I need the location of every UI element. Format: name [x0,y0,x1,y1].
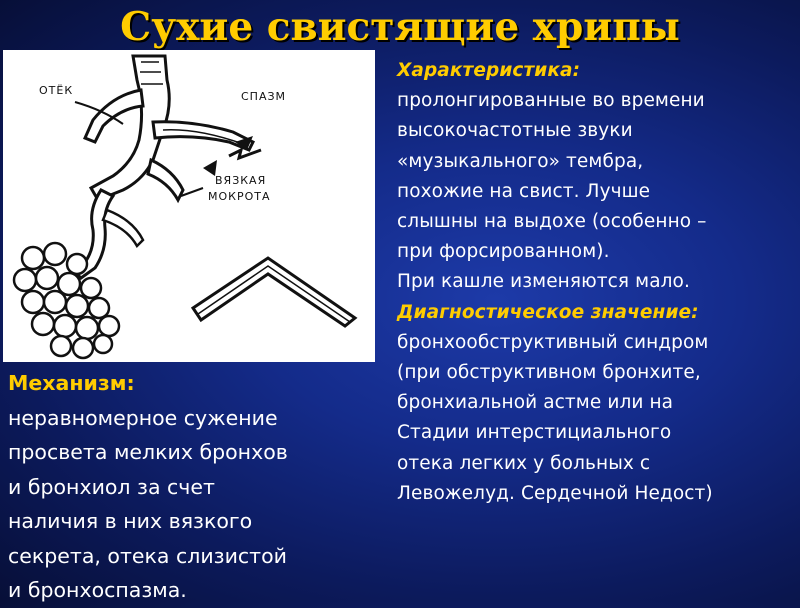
alveoli-cluster [14,243,119,358]
mechanism-line: секрета, отека слизистой [8,543,287,568]
characteristic-heading: Характеристика: [397,60,581,81]
characteristic-line: «музыкального» тембра, [397,150,644,172]
mechanism-line: неравномерное сужение [8,405,278,430]
characteristic-line: слышны на выдохе (особенно – [397,211,707,233]
label-sputum-2: МОКРОТА [208,190,271,203]
diagnostic-line: бронхиальной астме или на [397,392,674,414]
spasm-arrow [229,150,261,158]
characteristic-line: При кашле изменяются мало. [397,271,690,293]
mechanism-line: просвета мелких бронхов [8,440,288,464]
mechanism-line: и бронхоспазма. [8,578,187,602]
mechanism-line: наличия в них вязкого [8,509,253,533]
sputum-arrow [181,188,203,196]
characteristic-line: пролонгированные во времени [397,90,705,112]
diagnostic-line: (при обструктивном бронхите, [397,362,701,384]
bronchi-drawing [3,50,375,362]
diagnostic-line: бронхообструктивный синдром [397,331,709,353]
diagnostic-line: Стадии интерстициального [397,422,672,444]
label-spasm: СПАЗМ [241,90,287,103]
mechanism-panel [8,366,388,608]
sputum-branch [148,160,183,200]
diagnostic-line: Левожелуд. Сердечной Недост) [397,482,713,504]
characteristic-line: высокочастотные звуки [397,120,633,142]
diagnostic-heading: Диагностическое значение: [397,301,699,323]
characteristic-line: при форсированном). [397,241,610,263]
characteristic-line: похожие на свист. Лучше [397,180,651,202]
spasm-branch [153,122,253,150]
label-edema: ОТЁК [39,84,74,97]
narrowing-strip [193,258,355,326]
mechanism-line: и бронхиол за счет [8,474,215,499]
bronchi-illustration [3,50,375,362]
diagnostic-line: отека легких у больных с [397,452,651,474]
slide-title: Сухие свистящие хрипы [120,4,680,50]
characteristic-panel [397,56,797,509]
upper-branch [85,90,143,142]
label-sputum-1: ВЯЗКАЯ [215,174,267,187]
mechanism-heading: Механизм: [8,371,135,395]
